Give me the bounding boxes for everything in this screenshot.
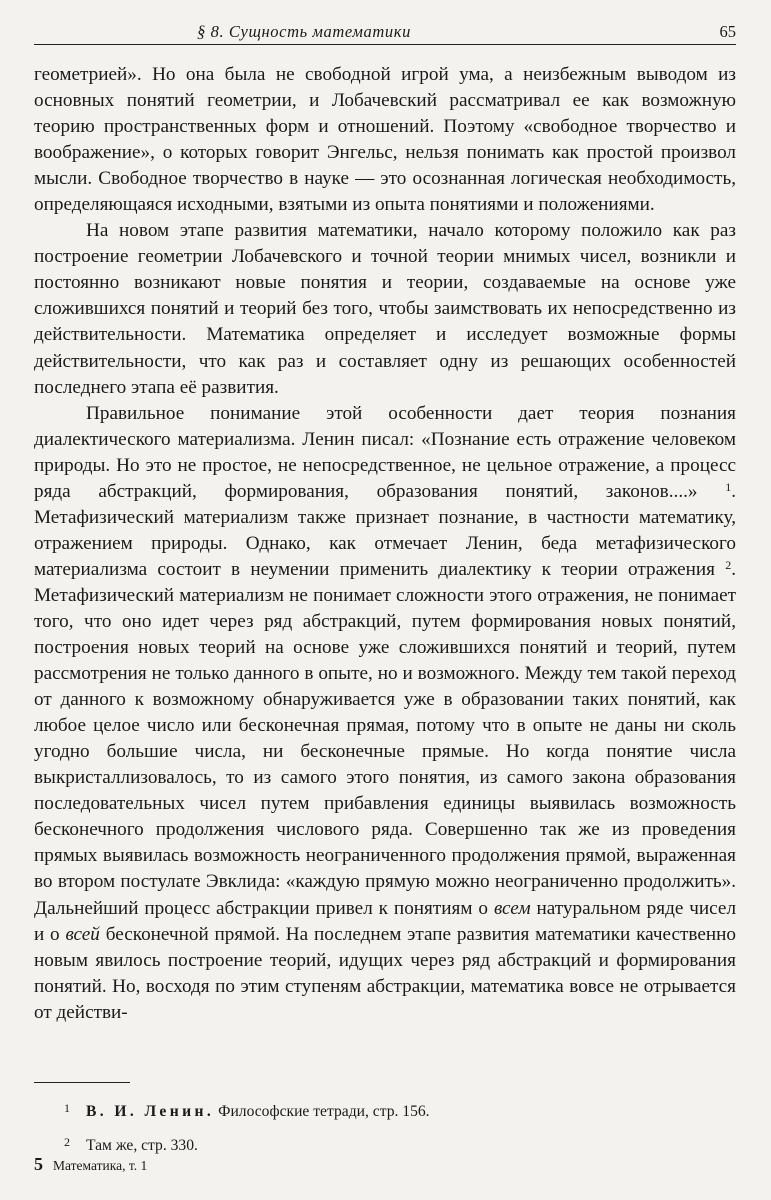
paragraph-3-text-1: Правильное понимание этой особенности дает теория познания диалектического материализма. Ленин писал: «Познание есть отражение человеком природы. Но это не простое, не непосредственное, не цельное отражение, а процесс ряда абстракций, формирования, образования понятий, законов....» [34,402,736,502]
signature-number: 5 [34,1154,43,1174]
signature-label: Математика, т. 1 [53,1158,148,1173]
emphasis-vsem: всем [493,897,531,919]
paragraph-3-text-4: натуральном ряде чисел и о [34,897,737,945]
paragraph-3-text-5: бесконечной прямой. На последнем этапе развития математики качественно новым явилось построение теорий, идущих через ряд абстракций и формирования понятий. Но, восходя по этим ступеням абстракции, математика вовсе не отрывается от действи- [34,923,737,1023]
footnote-1 [64,1093,736,1127]
footnote-ref-1: 1 [725,479,732,494]
footnote-ref-2: 2 [725,557,732,572]
paragraph-3 [34,401,736,1026]
footnote-mark-1: 1 [64,1101,70,1115]
paragraph-3-text-3: . Метафизический материализм не понимает сложности этого отражения, не понимает того, что оно идет через ряд абстракций, путем формирования новых понятий, построения новых теорий на основе уже сложившихся понятий и теорий, путем рассмотрения не только данного в опыте, но и возможного. Между тем такой переход от данного к возможному обнаруживается уже в образовании таких понятий, как любое целое число или бесконечная прямая, потому что в опыте не даны ни сколь угодно большие числа, ни бесконечные прямые. Но когда понятие числа выкристаллизовалось, то из самого этого понятия, из самого закона образования последовательных чисел путем прибавления единицы выявилась возможность бесконечного продолжения числового ряда. Совершенно так же из проведения прямых выявилась возможность неограниченного продолжения прямой, выраженная во втором постулате Эвклида: «каждую прямую можно неограниченно продолжить». Дальнейший процесс абстракции привел к понятиям о [34,558,737,919]
paragraph-2: На новом этапе развития математики, начало которому положило как раз построение геометрии Лобачевского и точной теории мнимых чисел, возникли и постоянно возникают новые понятия и теории, создаваемые на основе уже сложившихся понятий и теорий без того, чтобы заимствовать их непосредственно из действительности. Математика определяет и исследует возможные формы действительности, что как раз и составляет одну из решающих особенностей последнего этапа её развития. [34,220,736,398]
running-title: § 8. Сущность математики [197,22,411,41]
footnote-author: В. И. Ленин. [86,1103,215,1120]
footnote-2-text: Там же, стр. 330. [86,1137,198,1154]
footnote-2 [64,1127,736,1161]
header-divider [34,44,736,45]
running-head [34,22,736,46]
footnotes [64,1093,736,1161]
footnote-mark-2: 2 [64,1135,70,1149]
page-number: 65 [719,22,736,41]
main-text [34,62,736,1026]
paragraph-3-text-2: . Метафизический материализм также признает познание, в частности математику, отражением природы. Однако, как отмечает Ленин, беда метафизического материализма состоит в неумении применить диалектику к теории отражения [34,480,736,580]
footnote-1-text: Философские тетради, стр. 156. [218,1103,430,1120]
printer-signature [34,1154,147,1175]
paragraph-1: геометрией». Но она была не свободной игрой ума, а неизбежным выводом из основных понятий геометрии, и Лобачевский рассматривал ее как возможную теорию пространственных форм и отношений. Поэтому «свободное творчество и воображение», о которых говорит Энгельс, нельзя понимать как простой произвол мысли. Свободное творчество в науке — это осознанная логическая необходимость, определяющаяся исходными, взятыми из опыта понятиями и положениями. [34,64,736,216]
footnote-divider [34,1082,130,1083]
emphasis-vsei: всей [65,923,100,945]
